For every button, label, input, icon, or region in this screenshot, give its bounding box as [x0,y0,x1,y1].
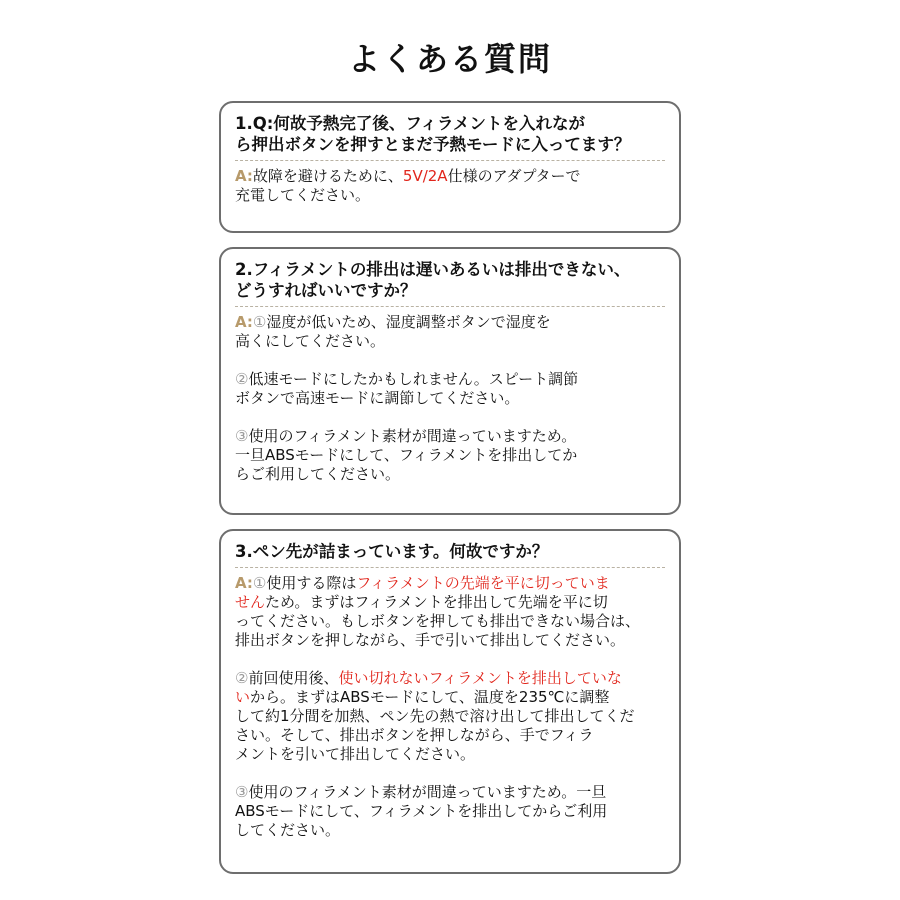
circled-number-2: ② [235,370,249,388]
faq-question-1: 1.Q:何故予熱完了後、フィラメントを入れなが ら押出ボタンを押すとまだ予熱モードに入ってます？ [235,114,631,154]
answer-paragraph-3 [235,783,665,840]
answer-prefix: A: [235,574,253,592]
faq-divider-3 [235,567,665,568]
answer-paragraph-1 [235,574,665,650]
faq-card-1 [219,101,681,233]
faq-card-2 [219,247,681,515]
answer-text: 使用のフィラメント素材が間違っていますため。一旦 ABSモードにして、フィラメントを排出してからご利用 してください。 [235,783,608,839]
answer-text: 前回使用後、 [248,669,339,687]
answer-prefix: A: [235,313,253,331]
answer-highlight: フィラメントの先端を平に切っていま せん [235,574,610,611]
answer-text: 使用する際は [266,574,357,592]
answer-paragraph-1 [235,313,665,351]
faq-card-3 [219,529,681,874]
answer-text: ため。まずはフィラメントを排出して先端を平に切 ってください。もしボタンを押しても排出できない場合は、 排出ボタンを押しながら、手で引いて排出してください。 [235,593,641,649]
answer-paragraph-2 [235,370,665,408]
faq-divider-1 [235,160,665,161]
page-title: よくある質問 [347,40,552,78]
answer-text: 湿度が低いため、湿度調整ボタンで湿度を 高くにしてください。 [235,313,551,350]
faq-question-2: 2.フィラメントの排出は遅いあるいは排出できない、 どうすればいいですか？ [235,260,631,300]
answer-text: 低速モードにしたかもしれません。スピート調節 ボタンで高速モードに調節してください。 [235,370,579,407]
faq-answer-3 [235,574,665,840]
answer-paragraph-2 [235,669,665,764]
answer-highlight: 使い切れないフィラメントを排出していな い [235,669,622,706]
answer-text: 故障を避けるために、 [252,167,403,185]
answer-text: 使用のフィラメント素材が間違っていますため。 一旦ABSモードにして、フィラメントを排出してか らご利用してください。 [235,427,578,483]
circled-number-3: ③ [235,783,249,801]
faq-answer-2 [235,313,665,484]
faq-question-3: 3.ペン先が詰まっています。何故ですか？ [235,542,549,561]
answer-highlight: 5V/2A [402,167,448,185]
circled-number-1: ① [252,313,267,331]
circled-number-1: ① [252,574,267,592]
faq-divider-2 [235,306,665,307]
answer-prefix: A: [235,167,253,185]
circled-number-2: ② [235,669,249,687]
circled-number-3: ③ [235,427,249,445]
answer-text: から。まずはABSモードにして、温度を235℃に調整 して約1分間を加熱、ペン先の熱で溶け出して排出してくだ さい。そして、排出ボタンを押しながら、手でフィラ メントを引いて排出してください。 [235,688,635,763]
answer-paragraph-3 [235,427,665,484]
answer-text: 仕様のアダプターで 充電してください。 [235,167,581,204]
faq-answer-1 [235,167,665,205]
